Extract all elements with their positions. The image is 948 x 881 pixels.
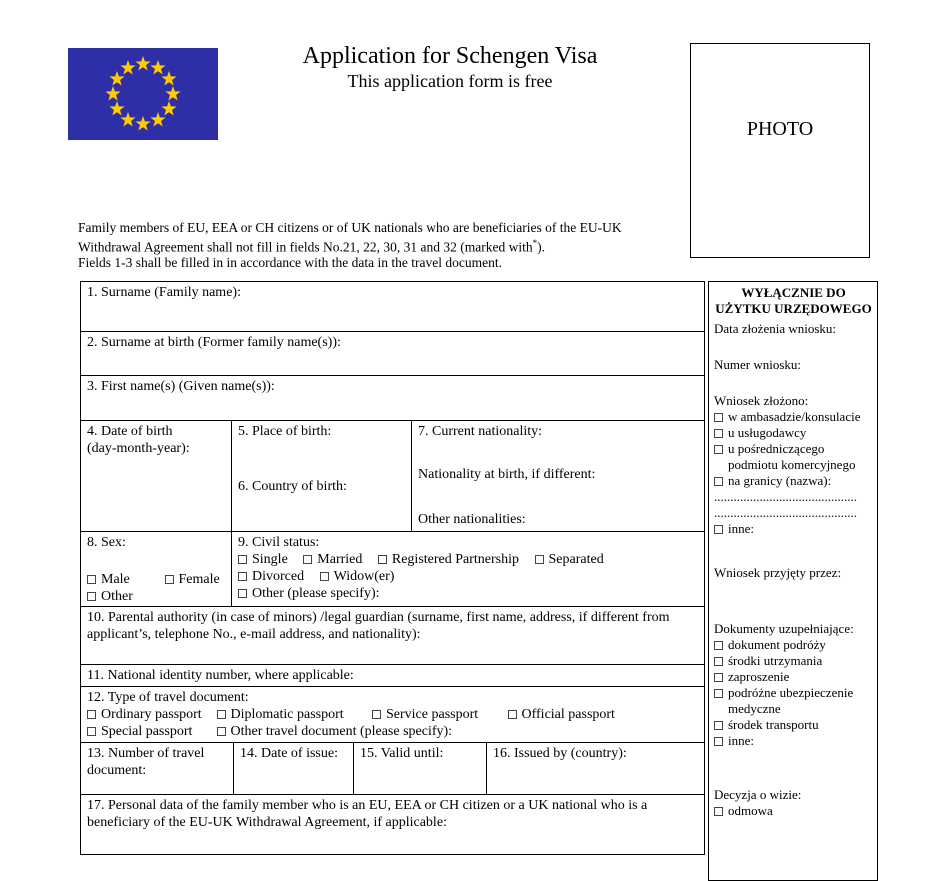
checkbox-invitation[interactable]	[714, 669, 873, 685]
checkbox-label: Other	[101, 589, 133, 604]
checkbox-lodged-border[interactable]	[714, 473, 873, 489]
checkbox-lodged-other[interactable]	[714, 521, 873, 537]
checkbox-icon	[87, 592, 96, 601]
checkbox-icon	[714, 641, 723, 650]
field-7-other-nationalities-label: Other nationalities:	[418, 512, 526, 527]
checkbox-label: inne:	[728, 521, 754, 536]
application-form-table	[80, 281, 705, 855]
checkbox-icon	[714, 673, 723, 682]
checkbox-icon	[87, 727, 96, 736]
checkbox-icon	[87, 575, 96, 584]
checkbox-icon	[238, 589, 247, 598]
checkbox-icon	[714, 689, 723, 698]
checkbox-label: u usługodawcy	[728, 425, 807, 440]
application-accepted-by-label: Wniosek przyjęty przez:	[714, 565, 842, 580]
checkbox-label: Single	[252, 552, 288, 567]
field-16-issued-by	[486, 743, 704, 794]
field-13-label: 13. Number of travel document:	[87, 746, 205, 778]
form-header	[220, 42, 680, 92]
checkbox-widower[interactable]	[320, 568, 395, 585]
eu-flag-icon	[68, 48, 218, 140]
checkbox-icon	[372, 710, 381, 719]
official-use-panel	[708, 281, 878, 881]
page-subtitle: This application form is free	[347, 71, 553, 91]
field-17-label: 17. Personal data of the family member who is an EU, EEA or CH citizen or a UK national who is a beneficiary of the EU-UK Withdrawal Agreement, if applicable:	[87, 798, 648, 830]
checkbox-icon	[217, 727, 226, 736]
field-10-parental-authority	[81, 606, 704, 664]
checkbox-means-of-subsistence[interactable]	[714, 653, 873, 669]
field-6-label: 6. Country of birth:	[238, 479, 347, 494]
checkbox-label: u pośredniczącego podmiotu komercyjnego	[728, 441, 856, 472]
checkbox-registered-partnership[interactable]	[378, 551, 519, 568]
checkbox-means-of-transport[interactable]	[714, 717, 873, 733]
official-use-title-line-2: UŻYTKU URZĘDOWEGO	[715, 301, 872, 316]
field-1-surname	[81, 282, 704, 331]
checkbox-icon	[714, 721, 723, 730]
checkbox-label: Male	[101, 572, 130, 587]
dotted-fill-line: ............................................	[714, 505, 857, 520]
checkbox-label: Female	[178, 572, 220, 587]
checkbox-label: na granicy (nazwa):	[728, 473, 832, 488]
field-9-civil-status	[231, 532, 704, 606]
checkbox-ordinary-passport[interactable]	[87, 706, 213, 723]
checkbox-married[interactable]	[303, 551, 362, 568]
checkbox-lodged-commercial-intermediary[interactable]	[714, 441, 873, 473]
checkbox-label: Separated	[548, 552, 604, 567]
field-2-label: 2. Surname at birth (Former family name(s)):	[87, 335, 341, 350]
field-12-label: 12. Type of travel document:	[87, 690, 249, 705]
field-15-valid-until	[353, 743, 486, 794]
checkbox-label: Widow(er)	[333, 569, 395, 584]
checkbox-other-sex[interactable]	[87, 588, 133, 605]
checkbox-icon	[714, 477, 723, 486]
checkbox-documents-other[interactable]	[714, 733, 873, 749]
checkbox-icon	[320, 572, 329, 581]
checkbox-male[interactable]	[87, 571, 161, 588]
field-15-label: 15. Valid until:	[360, 746, 444, 761]
application-number-label: Numer wniosku:	[714, 357, 802, 372]
checkbox-separated[interactable]	[535, 551, 604, 568]
field-13-travel-document-number	[81, 743, 233, 794]
checkbox-label: w ambasadzie/konsulacie	[728, 409, 861, 424]
checkbox-icon	[714, 807, 723, 816]
photo-label: PHOTO	[746, 118, 814, 140]
field-4-label-format: (day-month-year):	[87, 441, 190, 456]
checkbox-label: Other (please specify):	[252, 586, 380, 601]
checkbox-icon	[508, 710, 517, 719]
checkbox-label: Special passport	[101, 724, 193, 739]
field-4-label: 4. Date of birth	[87, 424, 173, 439]
checkbox-icon	[535, 555, 544, 564]
checkbox-service-passport[interactable]	[372, 706, 504, 723]
fields-5-6-birth-place	[231, 421, 411, 531]
checkbox-icon	[238, 555, 247, 564]
field-7-label: 7. Current nationality:	[418, 424, 543, 439]
field-14-date-of-issue	[233, 743, 353, 794]
checkbox-icon	[714, 445, 723, 454]
application-lodged-label: Wniosek złożono:	[714, 393, 809, 408]
intro-line-2: Withdrawal Agreement shall not fill in fields No.21, 22, 30, 31 and 32 (marked with*).	[78, 237, 545, 254]
checkbox-icon	[165, 575, 174, 584]
checkbox-female[interactable]	[165, 571, 220, 588]
field-14-label: 14. Date of issue:	[240, 746, 338, 761]
checkbox-divorced[interactable]	[238, 568, 304, 585]
checkbox-icon	[714, 525, 723, 534]
checkbox-icon	[714, 657, 723, 666]
checkbox-label: podróżne ubezpieczenie medyczne	[728, 685, 854, 716]
checkbox-lodged-embassy[interactable]	[714, 409, 873, 425]
intro-line-3: Fields 1-3 shall be filled in in accordance with the data in the travel document.	[78, 254, 502, 270]
checkbox-visa-refused[interactable]	[714, 803, 873, 819]
field-17-family-member-data	[81, 794, 704, 854]
checkbox-other-travel-document[interactable]	[217, 723, 453, 740]
checkbox-label: środek transportu	[728, 717, 819, 732]
field-8-label: 8. Sex:	[87, 535, 126, 550]
intro-line-1: Family members of EU, EEA or CH citizens or of UK nationals who are beneficiaries of the EU-UK	[78, 220, 622, 235]
checkbox-travel-medical-insurance[interactable]	[714, 685, 873, 717]
field-7-nationality	[411, 421, 704, 531]
intro-note	[78, 220, 738, 270]
field-11-national-identity-number	[81, 664, 704, 686]
field-2-surname-at-birth	[81, 331, 704, 375]
checkbox-other-civil-status[interactable]	[238, 585, 380, 602]
asterisk-mark: *	[532, 237, 538, 248]
checkbox-icon	[303, 555, 312, 564]
checkbox-label: inne:	[728, 733, 754, 748]
checkbox-diplomatic-passport[interactable]	[217, 706, 369, 723]
field-8-sex	[81, 532, 231, 606]
visa-decision-label: Decyzja o wizie:	[714, 787, 802, 802]
checkbox-label: Service passport	[386, 707, 479, 722]
field-7-nationality-at-birth-label: Nationality at birth, if different:	[418, 467, 596, 482]
checkbox-travel-document[interactable]	[714, 637, 873, 653]
date-of-application-label: Data złożenia wniosku:	[714, 321, 837, 336]
checkbox-label: środki utrzymania	[728, 653, 823, 668]
field-12-travel-document-type	[81, 686, 704, 742]
field-16-label: 16. Issued by (country):	[493, 746, 627, 761]
fields-4-to-7	[81, 420, 704, 531]
checkbox-label: Other travel document (please specify):	[230, 724, 453, 739]
checkbox-icon	[714, 413, 723, 422]
field-3-label: 3. First name(s) (Given name(s)):	[87, 379, 275, 394]
checkbox-icon	[714, 429, 723, 438]
checkbox-label: zaproszenie	[728, 669, 790, 684]
checkbox-icon	[238, 572, 247, 581]
checkbox-label: Married	[317, 552, 363, 567]
field-5-label: 5. Place of birth:	[238, 424, 332, 439]
field-4-date-of-birth	[81, 421, 231, 531]
checkbox-icon	[217, 710, 226, 719]
official-use-title	[714, 285, 873, 317]
field-1-label: 1. Surname (Family name):	[87, 285, 241, 300]
field-3-first-names	[81, 375, 704, 420]
checkbox-lodged-service-provider[interactable]	[714, 425, 873, 441]
checkbox-icon	[714, 737, 723, 746]
dotted-fill-line: ............................................	[714, 489, 857, 504]
checkbox-label: odmowa	[728, 803, 773, 818]
checkbox-label: Ordinary passport	[101, 707, 202, 722]
checkbox-official-passport[interactable]	[508, 706, 615, 723]
checkbox-single[interactable]	[238, 551, 288, 568]
checkbox-icon	[87, 710, 96, 719]
checkbox-icon	[378, 555, 387, 564]
checkbox-special-passport[interactable]	[87, 723, 213, 740]
official-use-title-line-1: WYŁĄCZNIE DO	[741, 285, 846, 300]
checkbox-label: dokument podróży	[728, 637, 826, 652]
field-9-label: 9. Civil status:	[238, 535, 320, 550]
checkbox-label: Official passport	[521, 707, 615, 722]
page-title: Application for Schengen Visa	[302, 43, 598, 69]
field-10-label: 10. Parental authority (in case of minors) /legal guardian (surname, first name, address, if different from applicant’s, telephone No., e-mail address, and nationality):	[87, 610, 670, 642]
checkbox-label: Diplomatic passport	[230, 707, 344, 722]
fields-13-to-16	[81, 742, 704, 794]
fields-8-9	[81, 531, 704, 606]
field-11-label: 11. National identity number, where applicable:	[87, 668, 354, 683]
supporting-documents-label: Dokumenty uzupełniające:	[714, 621, 854, 636]
checkbox-label: Registered Partnership	[391, 552, 520, 567]
checkbox-label: Divorced	[252, 569, 305, 584]
